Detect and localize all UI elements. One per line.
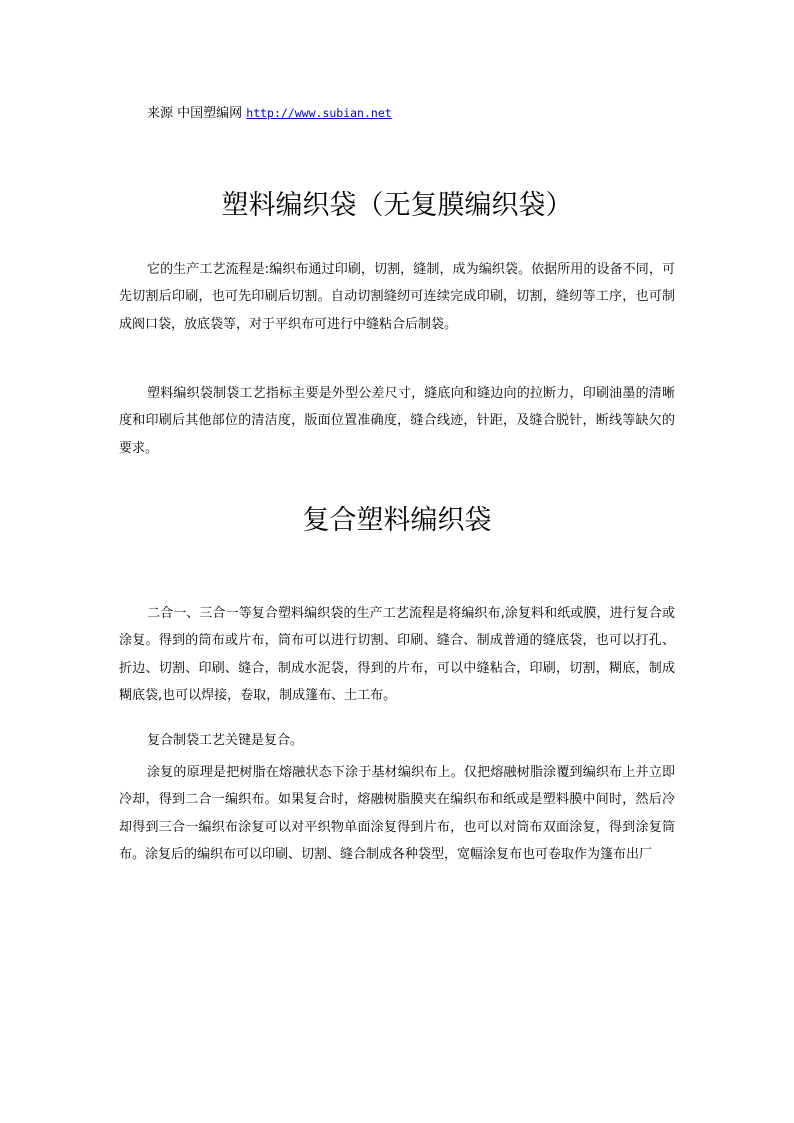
section-2-paragraph: 复合制袋工艺关键是复合。: [147, 733, 304, 748]
section-1-paragraph: 它的生产工艺流程是:编织布通过印刷，切割，缝制，成为编织袋。依据所用的设备不同，可先切割后印刷，也可先印刷后切割。自动切割缝纫可连续完成印刷，切割，缝纫等工序，也可制成阀口袋，放底袋等，对于平织布可进行中缝粘合后制袋。: [119, 262, 675, 332]
section-2-paragraph: 涂复的原理是把树脂在熔融状态下涂于基材编织布上。仅把熔融树脂涂覆到编织布上并立即冷却，得到二合一编织布。如果复合时，熔融树脂膜夹在编织布和纸或是塑料膜中间时，然后冷却得到三合一编织布涂复可以对平织物单面涂复得到片布，也可以对筒布双面涂复，得到涂复筒布。涂复后的编织布可以印刷、切割、缝合制成各种袋型，宽幅涂复布也可卷取作为篷布出厂: [119, 765, 675, 863]
section-1-title: 塑料编织袋（无复膜编织袋）: [221, 190, 573, 221]
source-label: 来源 中国塑编网: [147, 106, 243, 121]
source-line: [147, 104, 392, 123]
section-2-paragraph: 二合一、三合一等复合塑料编织袋的生产工艺流程是将编织布,涂复料和纸或膜，进行复合或涂复。得到的筒布或片布，筒布可以进行切割、印刷、缝合、制成普通的缝底袋，也可以打孔、折边、切割、印刷、缝合，制成水泥袋，得到的片布，可以中缝粘合，印刷，切割，糊底，制成糊底袋,也可以焊接，卷取，制成篷布、土工布。: [119, 606, 675, 704]
section-2-title: 复合塑料编织袋: [302, 505, 492, 536]
section-1-paragraph: 塑料编织袋制袋工艺指标主要是外型公差尺寸，缝底向和缝边向的拉断力，印刷油墨的清晰度和印刷后其他部位的清洁度，版面位置准确度，缝合线迹，针距，及缝合脱针，断线等缺欠的要求。: [119, 386, 675, 456]
source-link[interactable]: http://www.subian.net: [246, 106, 392, 120]
